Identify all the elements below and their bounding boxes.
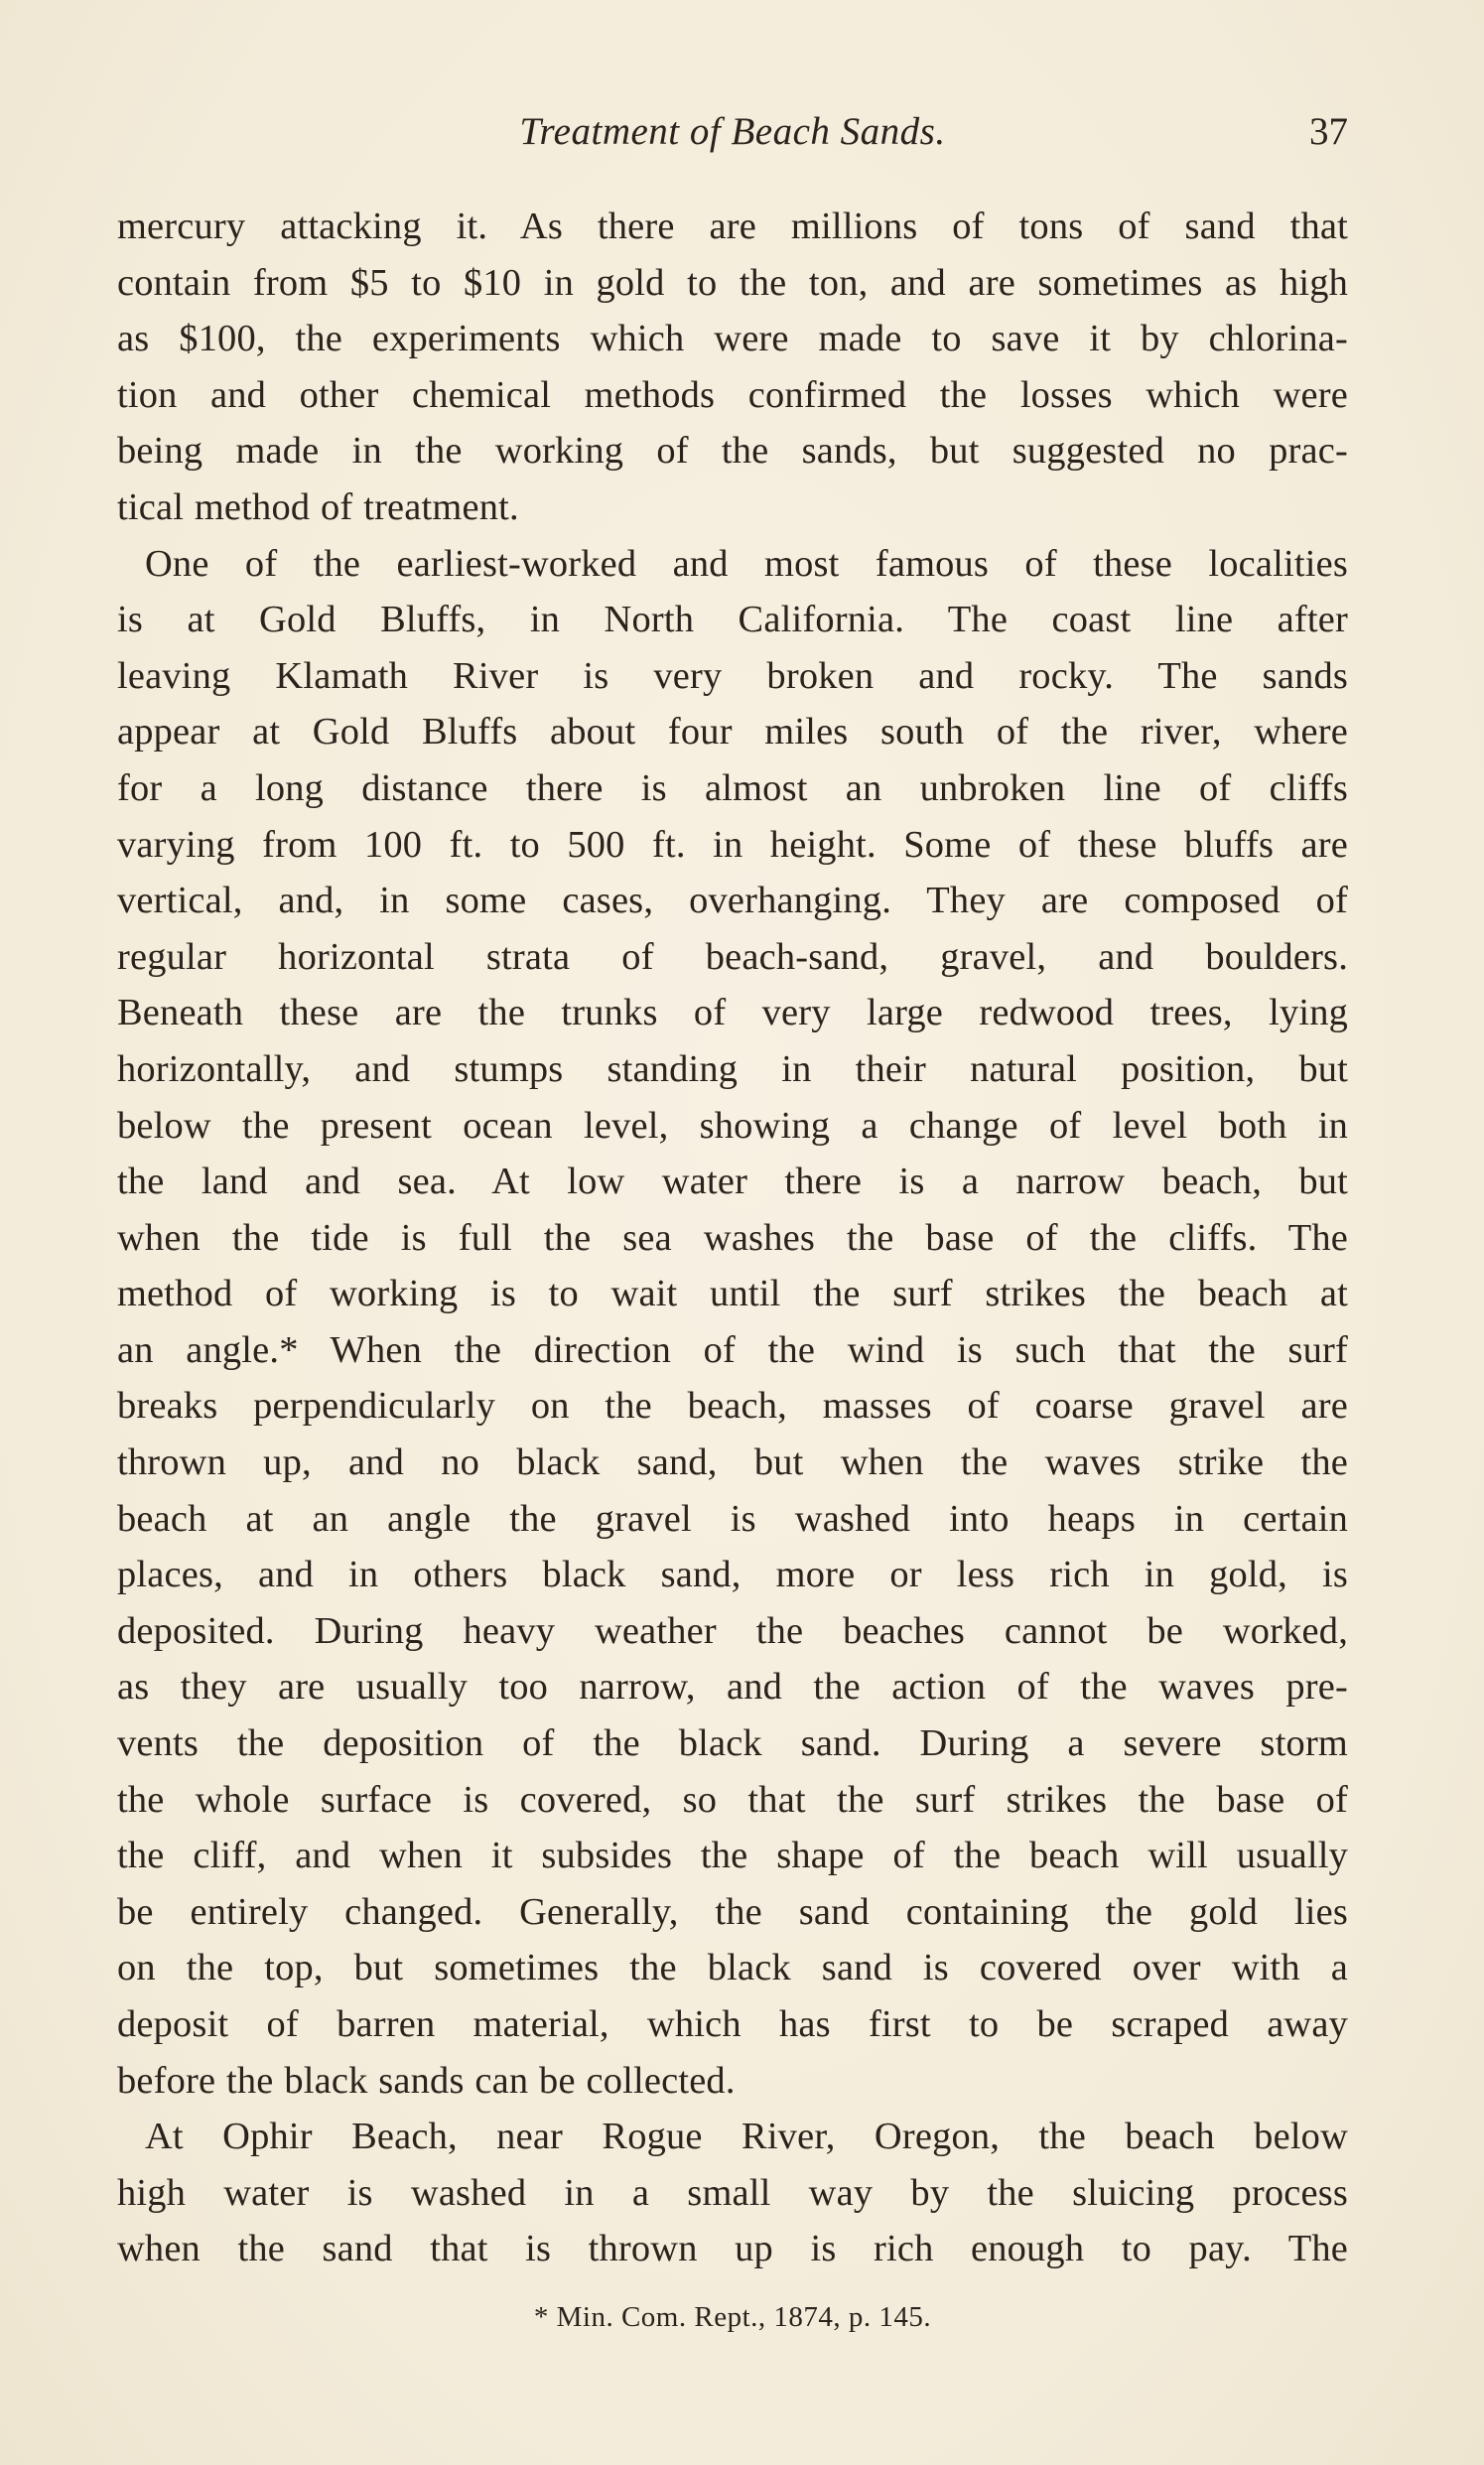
page-number: 37 (1309, 110, 1348, 153)
text-line: mercury attacking it. As there are millions of tons of sand that (117, 205, 1348, 247)
text-line: beach at an angle the gravel is washed into heaps in certain (117, 1497, 1348, 1540)
text-line: for a long distance there is almost an unbroken line of cliffs (117, 766, 1348, 809)
text-line: as they are usually too narrow, and the action of the waves pre- (117, 1666, 1348, 1709)
text-line: deposited. During heavy weather the beaches cannot be worked, (117, 1609, 1348, 1652)
text-line: regular horizontal strata of beach-sand, gravel, and boulders. (117, 935, 1348, 978)
text-line: being made in the working of the sands, but suggested no prac- (117, 430, 1348, 473)
text-line: varying from 100 ft. to 500 ft. in height. Some of these bluffs are (117, 823, 1348, 866)
body-text (117, 199, 1348, 2277)
text-line: high water is washed in a small way by the sluicing process (117, 2171, 1348, 2214)
text-line: when the tide is full the sea washes the base of the cliffs. The (117, 1216, 1348, 1259)
text-line: contain from $5 to $10 in gold to the ton, and are sometimes as high (117, 261, 1348, 304)
text-line: vertical, and, in some cases, overhanging. They are composed of (117, 880, 1348, 922)
running-title: Treatment of Beach Sands. (519, 110, 946, 153)
text-line: Beneath these are the trunks of very large redwood trees, lying (117, 992, 1348, 1034)
text-line: is at Gold Bluffs, in North California. The coast line after (117, 599, 1348, 641)
text-line: the whole surface is covered, so that the surf strikes the base of (117, 1778, 1348, 1821)
text-line: the land and sea. At low water there is a narrow beach, but (117, 1161, 1348, 1203)
text-line: on the top, but sometimes the black sand is covered over with a (117, 1947, 1348, 1989)
text-line: places, and in others black sand, more or less rich in gold, is (117, 1554, 1348, 1596)
text-line: tion and other chemical methods confirmed the losses which were (117, 373, 1348, 416)
text-line: breaks perpendicularly on the beach, masses of coarse gravel are (117, 1385, 1348, 1428)
text-line: deposit of barren material, which has first to be scraped away (117, 2003, 1348, 2045)
text-line: the cliff, and when it subsides the shape of the beach will usually (117, 1835, 1348, 1877)
text-line: an angle.* When the direction of the wind is such that the surf (117, 1328, 1348, 1371)
text-line: before the black sands can be collected. (117, 2059, 736, 2102)
text-line: appear at Gold Bluffs about four miles south of the river, where (117, 711, 1348, 753)
text-line: horizontally, and stumps standing in their natural position, but (117, 1047, 1348, 1090)
text-line: One of the earliest-worked and most famous of these localities (145, 542, 1348, 585)
text-line: be entirely changed. Generally, the sand containing the gold lies (117, 1890, 1348, 1933)
text-line: vents the deposition of the black sand. During a severe storm (117, 1722, 1348, 1765)
text-line: below the present ocean level, showing a change of level both in (117, 1104, 1348, 1147)
text-line: method of working is to wait until the surf strikes the beach at (117, 1273, 1348, 1315)
footnote: * Min. Com. Rept., 1874, p. 145. (533, 2301, 932, 2333)
text-line: leaving Klamath River is very broken and rocky. The sands (117, 654, 1348, 697)
text-line: At Ophir Beach, near Rogue River, Oregon, the beach below (145, 2116, 1348, 2158)
text-line: as $100, the experiments which were made to save it by chlorina- (117, 318, 1348, 360)
text-line: when the sand that is thrown up is rich enough to pay. The (117, 2228, 1348, 2270)
text-line: thrown up, and no black sand, but when the waves strike the (117, 1441, 1348, 1484)
text-line: tical method of treatment. (117, 485, 519, 528)
running-head (117, 109, 1348, 159)
